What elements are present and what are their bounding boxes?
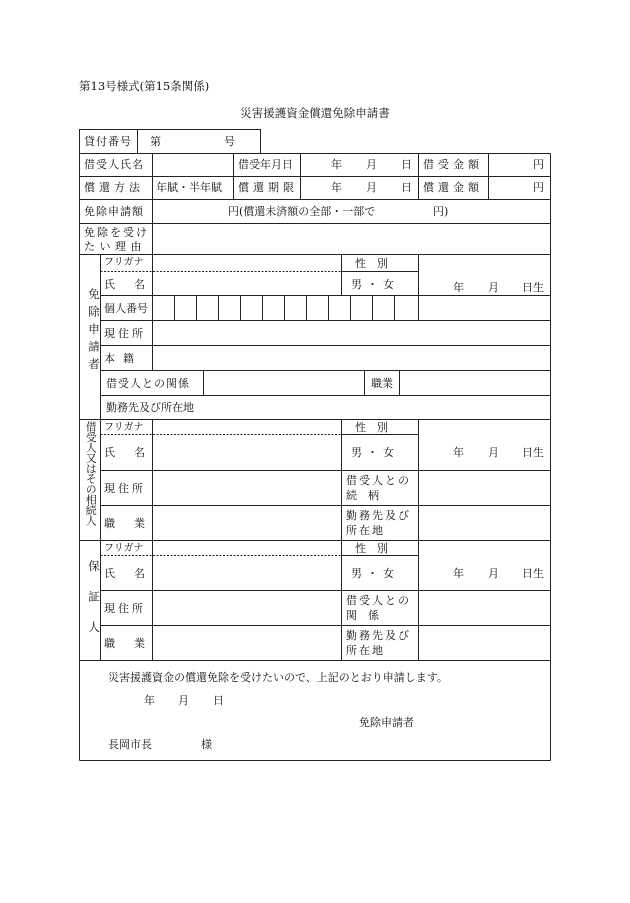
heir-address-field[interactable] xyxy=(153,471,340,505)
heir-workplace-label-1: 勤務先及び xyxy=(346,509,411,522)
heir-name-label: 氏 名 xyxy=(104,446,149,459)
loan-date-month: 月 xyxy=(366,158,377,171)
heir-sex-label: 性 別 xyxy=(355,421,388,434)
borrower-name-field[interactable] xyxy=(153,154,233,176)
applicant-relation-field[interactable] xyxy=(204,371,364,395)
heir-furigana-field[interactable] xyxy=(153,420,340,434)
guarantor-address-label: 現住所 xyxy=(104,602,146,615)
applicant-relation-label: 借受人との関係 xyxy=(106,377,190,390)
addressee-sama: 様 xyxy=(201,738,212,751)
heir-relation-label-2: 続 柄 xyxy=(346,489,379,502)
applicant-furigana-label: フリガナ xyxy=(104,257,144,268)
guarantor-sex-choice[interactable]: 男・女 xyxy=(351,567,399,580)
exemption-reason-label-2: たい理由 xyxy=(84,240,146,253)
heir-occupation-field[interactable] xyxy=(153,506,340,540)
guarantor-birth-day: 日生 xyxy=(522,567,544,580)
guarantor-name-label: 氏 名 xyxy=(104,567,149,580)
applicant-name-field[interactable] xyxy=(153,272,340,294)
applicant-occupation-field[interactable] xyxy=(400,371,549,395)
applicant-birth-year: 年 xyxy=(453,281,464,294)
application-statement: 災害援護資金の償還免除を受けたいので、上記のとおり申請します。 xyxy=(108,671,448,684)
heir-section-text: 借受人又はその相続人 xyxy=(84,421,98,526)
applicant-signature-field[interactable] xyxy=(420,712,545,732)
heir-relation-label-1: 借受人との xyxy=(346,474,411,487)
application-date-year: 年 xyxy=(144,694,155,707)
applicant-workplace-label: 勤務先及び所在地 xyxy=(106,401,194,414)
loan-number-label: 貸付番号 xyxy=(84,135,132,148)
applicant-sex-label: 性 別 xyxy=(355,257,388,270)
guarantor-name-field[interactable] xyxy=(153,556,340,590)
applicant-personal-number-field[interactable] xyxy=(153,296,417,320)
loan-date-label: 借受年月日 xyxy=(238,158,293,171)
applicant-name-label: 氏 名 xyxy=(104,278,149,291)
loan-number-field[interactable] xyxy=(165,131,220,151)
loan-amount-label: 借受金額 xyxy=(423,158,483,171)
guarantor-relation-label-1: 借受人との xyxy=(346,594,411,607)
heir-occupation-label: 職 業 xyxy=(104,517,149,530)
guarantor-occupation-field[interactable] xyxy=(153,626,340,660)
applicant-address-field[interactable] xyxy=(153,321,549,345)
applicant-honseki-field[interactable] xyxy=(153,346,549,370)
loan-date-day: 日 xyxy=(401,158,412,171)
exemption-reason-label-1: 免除を受け xyxy=(84,226,149,239)
heir-birth-day: 日生 xyxy=(522,446,544,459)
guarantor-workplace-label-2: 所在地 xyxy=(346,644,385,657)
heir-furigana-label: フリガナ xyxy=(104,422,144,433)
repay-method-value[interactable]: 年賦・半年賦 xyxy=(156,181,222,194)
exemption-amount-end: 円) xyxy=(433,205,449,218)
applicant-furigana-field[interactable] xyxy=(153,255,340,270)
applicant-signature-label: 免除申請者 xyxy=(359,716,414,729)
loan-number-dai: 第 xyxy=(150,135,161,148)
repay-period-day: 日 xyxy=(401,181,412,194)
repay-amount-unit: 円 xyxy=(533,181,544,194)
guarantor-section-text: 保証人 xyxy=(87,560,101,652)
borrower-name-label: 借受人氏名 xyxy=(84,158,144,171)
heir-relation-field[interactable] xyxy=(419,471,549,505)
guarantor-sex-label: 性 別 xyxy=(355,542,388,555)
exemption-reason-field[interactable] xyxy=(153,224,549,254)
loan-amount-field[interactable] xyxy=(489,154,531,176)
guarantor-address-field[interactable] xyxy=(153,591,340,625)
applicant-occupation-label: 職業 xyxy=(371,377,393,390)
application-date-day: 日 xyxy=(213,694,224,707)
heir-name-field[interactable] xyxy=(153,435,340,470)
loan-amount-unit: 円 xyxy=(533,158,544,171)
heir-workplace-label-2: 所在地 xyxy=(346,524,385,537)
form-number: 第13号様式(第15条関係) xyxy=(79,79,210,93)
loan-number-go: 号 xyxy=(224,135,235,148)
guarantor-furigana-label: フリガナ xyxy=(104,543,144,554)
applicant-section-label xyxy=(82,288,101,384)
guarantor-workplace-field[interactable] xyxy=(419,626,549,660)
repay-period-label: 償還期限 xyxy=(238,181,298,194)
applicant-section-text: 免除申請者 xyxy=(87,288,101,376)
exemption-amount-label: 免除申請額 xyxy=(84,205,144,218)
applicant-birth-day: 日生 xyxy=(522,281,544,294)
exemption-amount-field[interactable] xyxy=(155,201,225,222)
heir-birth-year: 年 xyxy=(453,446,464,459)
guarantor-workplace-label-1: 勤務先及び xyxy=(346,629,411,642)
applicant-sex-choice[interactable]: 男・女 xyxy=(351,278,399,291)
repay-amount-field[interactable] xyxy=(489,177,531,199)
loan-date-year: 年 xyxy=(331,158,342,171)
repay-method-label: 償還方法 xyxy=(84,181,144,194)
application-date-field[interactable] xyxy=(105,690,225,710)
repay-period-month: 月 xyxy=(366,181,377,194)
addressee: 長岡市長 xyxy=(108,738,152,751)
applicant-honseki-label: 本籍 xyxy=(104,352,142,365)
heir-section-label xyxy=(83,421,97,529)
guarantor-relation-label-2: 関 係 xyxy=(346,609,379,622)
exemption-amount-text: 円(償還未済額の全部・一部で xyxy=(228,205,376,218)
heir-address-label: 現住所 xyxy=(104,482,146,495)
guarantor-furigana-field[interactable] xyxy=(153,541,340,555)
guarantor-occupation-label: 職 業 xyxy=(104,637,149,650)
form-title: 災害援護資金償還免除申請書 xyxy=(240,106,390,120)
repay-amount-label: 償還金額 xyxy=(423,181,483,194)
heir-sex-choice[interactable]: 男・女 xyxy=(351,446,399,459)
applicant-personal-number-label: 個人番号 xyxy=(104,302,148,315)
guarantor-birth-year: 年 xyxy=(453,567,464,580)
applicant-workplace-field[interactable] xyxy=(206,396,549,419)
guarantor-section-label xyxy=(82,560,101,660)
application-date-month: 月 xyxy=(178,694,189,707)
heir-birth-month: 月 xyxy=(488,446,499,459)
heir-workplace-field[interactable] xyxy=(419,506,549,540)
applicant-address-label: 現住所 xyxy=(104,327,146,340)
applicant-birth-month: 月 xyxy=(488,281,499,294)
guarantor-relation-field[interactable] xyxy=(419,591,549,625)
repay-period-year: 年 xyxy=(331,181,342,194)
guarantor-birth-month: 月 xyxy=(488,567,499,580)
